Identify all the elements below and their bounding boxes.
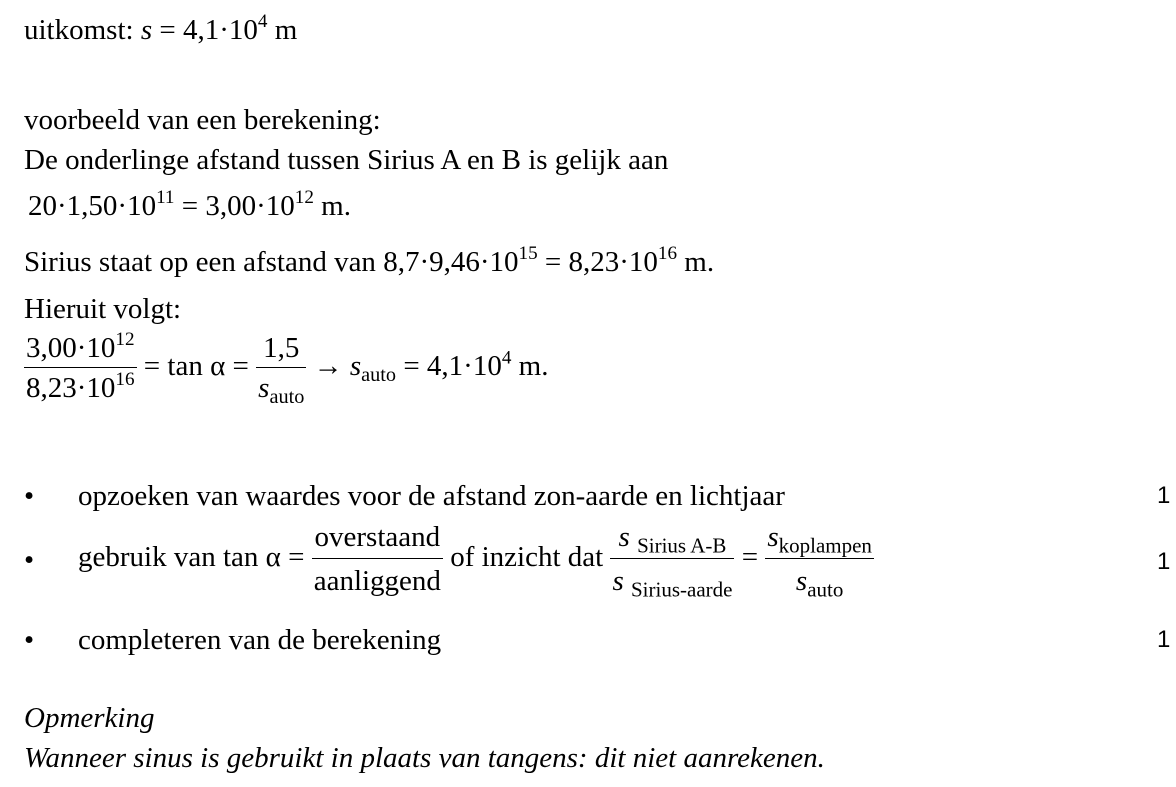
fraction-tan xyxy=(312,521,443,598)
bullet-3: • xyxy=(24,624,35,656)
fraction-auto xyxy=(256,332,306,409)
equation-tan: = tan α = xyxy=(136,350,257,383)
line2-pre: 20·1,50·10 xyxy=(28,190,157,222)
remark-text: Wanneer sinus is gebruikt in plaats van tangens: dit niet aanrekenen. xyxy=(24,742,825,774)
fraction-ratio-sirius-numerator: s $_{Sirius A-B}$ xyxy=(610,521,734,559)
line3-b: = 8,23·10 xyxy=(537,246,658,278)
remark-title: Opmerking xyxy=(24,702,155,734)
fraction-ratio-sirius-denominator: s $_{Sirius-aarde}$ xyxy=(612,565,733,602)
line2-exp2: 12 xyxy=(294,187,314,209)
line3-unit: m. xyxy=(684,246,715,278)
line2-mid: = 3,00·10 xyxy=(174,190,295,222)
line2-unit: m. xyxy=(321,190,351,222)
result-exponent: 4 xyxy=(257,11,268,33)
line2-exp1: 11 xyxy=(156,187,175,209)
line3-pre: Sirius staat op een afstand van xyxy=(24,246,376,278)
fraction-numerator: $3,00\cdot 10^{12}$ xyxy=(24,334,137,368)
example-line-2 xyxy=(28,187,351,222)
criterion-2-score: 1 xyxy=(1157,548,1171,575)
fraction-denominator: $8,23\cdot 10^{16}$ xyxy=(26,369,135,404)
equation-result-var: s xyxy=(349,350,362,383)
result-line xyxy=(24,11,298,46)
fraction-distance xyxy=(24,329,137,404)
fraction-tan-numerator: overstaand xyxy=(312,521,443,559)
fraction-tan-denominator: aanliggend xyxy=(313,565,441,597)
equation-result-value: = 4,1·10 xyxy=(396,350,502,383)
bullet-2: • xyxy=(24,544,35,576)
equation-result-unit: m. xyxy=(518,350,549,383)
fraction-auto-denominator: $s_{auto}$ xyxy=(258,372,305,409)
fraction-ratio-lamps-denominator: $s_{auto}$ xyxy=(795,565,844,602)
criterion-3-score: 1 xyxy=(1157,626,1171,653)
line3-a: 8,7·9,46·10 xyxy=(383,246,519,278)
equation-result-sub: auto xyxy=(361,364,397,387)
bullet-1: • xyxy=(24,480,35,512)
line3-exp2: 16 xyxy=(657,243,678,265)
example-line-4: Hieruit volgt: xyxy=(24,293,182,325)
criterion-2-text xyxy=(78,521,874,602)
criterion-1-score: 1 xyxy=(1157,482,1171,509)
example-line-1: De onderlinge afstand tussen Sirius A en B is gelijk aan xyxy=(24,144,669,176)
fraction-ratio-lamps-numerator: $s_{koplampen}$ xyxy=(767,521,872,558)
result-expression: = 4,1·10 xyxy=(152,14,258,46)
equation-result-exp: 4 xyxy=(501,347,512,369)
equation-arrow: → xyxy=(306,350,350,383)
criterion-2-eq: = xyxy=(734,541,766,574)
criterion-1-text: opzoeken van waardes voor de afstand zon-aarde en lichtjaar xyxy=(78,480,785,512)
line3-exp1: 15 xyxy=(518,243,538,265)
result-variable: s xyxy=(140,14,153,46)
fraction-ratio-sirius xyxy=(610,521,734,602)
criterion-2-pre: gebruik van xyxy=(78,541,216,574)
equation xyxy=(24,329,549,409)
criterion-2-tan: tan α = xyxy=(222,541,312,574)
example-heading: voorbeeld van een berekening: xyxy=(24,104,381,136)
result-label: uitkomst: xyxy=(24,14,134,46)
criterion-3-text: completeren van de berekening xyxy=(78,624,442,656)
criterion-2-mid: of inzicht dat xyxy=(450,541,604,574)
fraction-auto-numerator: 1,5 xyxy=(256,334,306,368)
example-line-3 xyxy=(24,243,715,278)
fraction-ratio-lamps xyxy=(765,521,874,602)
result-unit: m xyxy=(274,14,298,46)
